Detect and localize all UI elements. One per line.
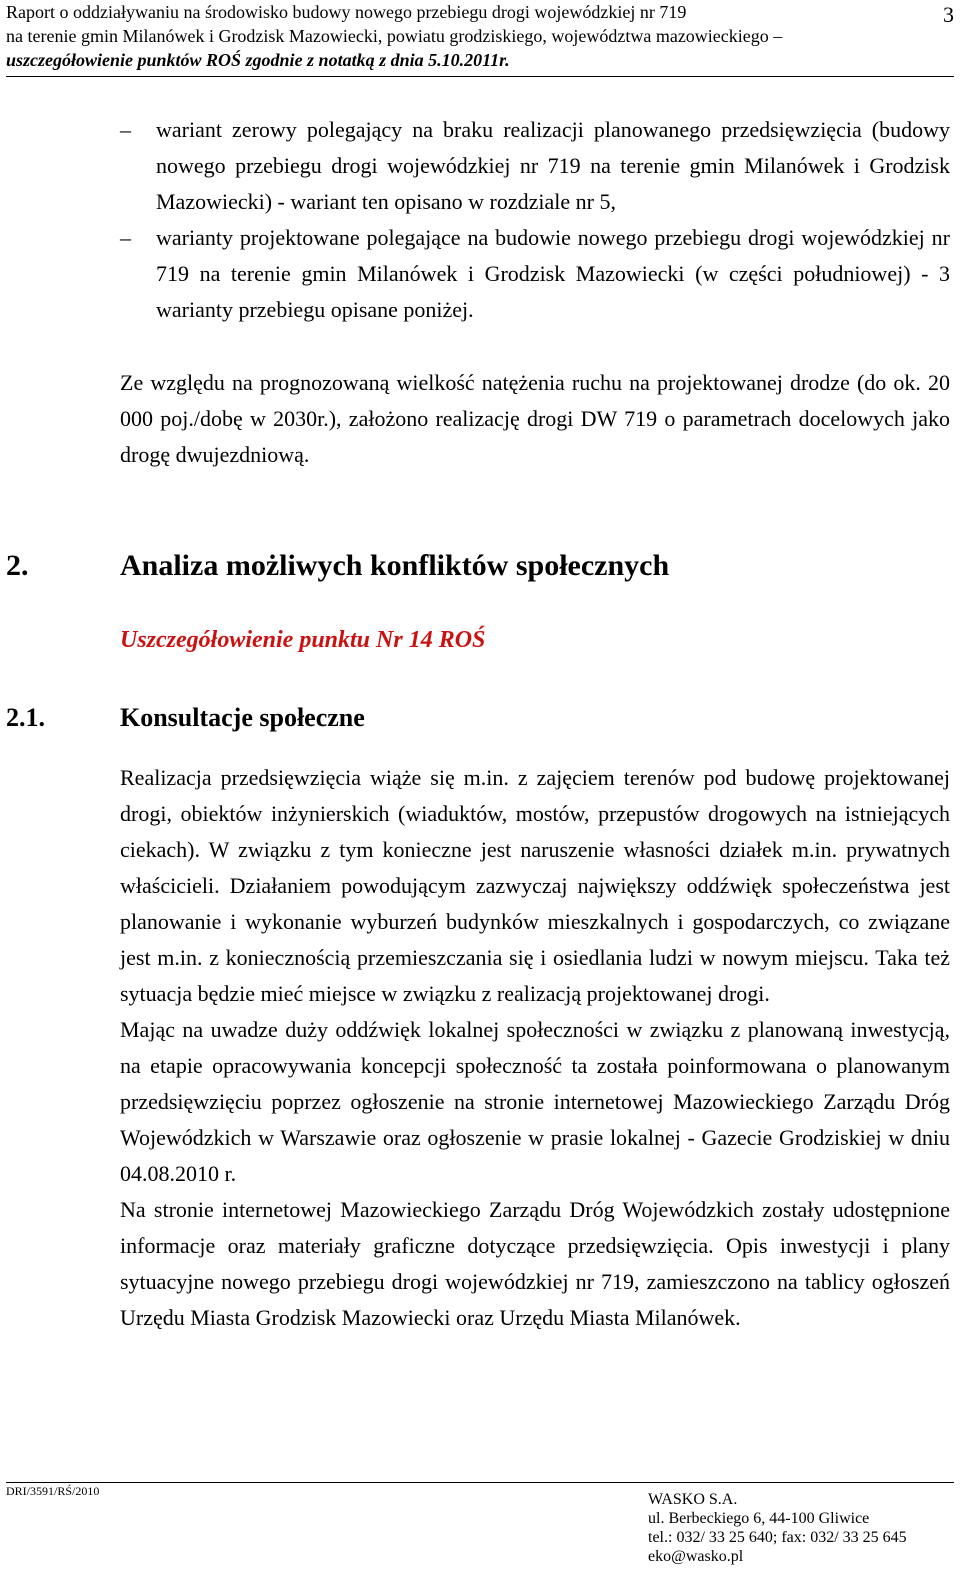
body-paragraph: Na stronie internetowej Mazowieckiego Zarządu Dróg Wojewódzkich zostały udostępnione informacje oraz materiały graficzne dotyczące przedsięwzięcia. Opis inwestycji i plany sytuacyjne nowego przebiegu drogi wojewódzkiej nr 719, zamieszczono na tablicy ogłoszeń Urzędu Miasta Grodzisk Mazowiecki oraz Urzędu Miasta Milanówek.	[120, 1197, 950, 1330]
page-number: 3	[943, 2, 954, 27]
company-info	[648, 1490, 907, 1566]
subsection-number: 2.1.	[6, 703, 45, 732]
footer-rule	[6, 1482, 954, 1483]
body-paragraph: Mając na uwadze duży oddźwięk lokalnej społeczności w związku z planowaną inwestycją, na etapie opracowywania koncepcji społeczność ta została poinformowana o planowanym przedsięwzięciu poprzez ogłoszenie na stronie internetowej Mazowieckiego Zarządu Dróg Wojewódzkich w Warszawie oraz ogłoszenie w prasie lokalnej - Gazecie Grodziskiej w dniu 04.08.2010 r.	[120, 1017, 950, 1186]
header-line-1: Raport o oddziaływaniu na środowisko budowy nowego przebiegu drogi wojewódzkiej nr 719	[6, 2, 687, 22]
document-code: DRI/3591/RŚ/2010	[6, 1484, 100, 1498]
bullet-text: warianty projektowane polegające na budowie nowego przebiegu drogi wojewódzkiej nr 719 na terenie gmin Milanówek i Grodzisk Mazowiecki (w części południowej) - 3 warianty przebiegu opisane poniżej.	[156, 225, 950, 322]
subsection-title: Konsultacje społeczne	[120, 703, 365, 732]
company-phone: tel.: 032/ 33 25 640; fax: 032/ 33 25 645	[648, 1529, 907, 1546]
company-name: WASKO S.A.	[648, 1491, 738, 1508]
intro-paragraph: Ze względu na prognozowaną wielkość natężenia ruchu na projektowanej drodze (do ok. 20 000 poj./dobę w 2030r.), założono realizację drogi DW 719 o parametrach docelowych jako drogę dwujezdniową.	[120, 370, 950, 467]
bullet-item	[120, 220, 950, 328]
section-title: Analiza możliwych konfliktów społecznych	[120, 549, 670, 582]
company-address: ul. Berbeckiego 6, 44-100 Gliwice	[648, 1510, 870, 1527]
bullet-text: wariant zerowy polegający na braku realizacji planowanego przedsięwzięcia (budowy nowego przebiegu drogi wojewódzkiej nr 719 na terenie gmin Milanówek i Grodzisk Mazowiecki) - wariant ten opisano w rozdziale nr 5,	[156, 117, 950, 214]
section-number: 2.	[6, 549, 29, 582]
company-email: eko@wasko.pl	[648, 1548, 744, 1565]
page-header	[6, 0, 950, 72]
dash-marker: –	[120, 225, 131, 250]
body-paragraph: Realizacja przedsięwzięcia wiąże się m.in. z zajęciem terenów pod budowę projektowanej drogi, obiektów inżynierskich (wiaduktów, mostów, przepustów drogowych na istniejących ciekach). W związku z tym konieczne jest naruszenie własności działek m.in. prywatnych właścicieli. Działaniem powodującym zazwyczaj największy oddźwięk społeczeństwa jest planowanie i wykonanie wyburzeń budynków mieszkalnych i gospodarczych, co związane jest m.in. z koniecznością przemieszczania się i osiedlania ludzi w nowym miejscu. Taka też sytuacja będzie mieć miejsce w związku z realizacją projektowanej drogi.	[120, 765, 950, 1006]
body-text	[120, 760, 950, 1336]
header-line-3: uszczegółowienie punktów ROŚ zgodnie z notatką z dnia 5.10.2011r.	[6, 50, 510, 70]
section-subtitle: Uszczegółowienie punktu Nr 14 ROŚ	[120, 627, 486, 653]
section-heading	[6, 546, 669, 586]
header-rule	[6, 76, 954, 77]
dash-marker: –	[120, 117, 131, 142]
header-line-2: na terenie gmin Milanówek i Grodzisk Mazowiecki, powiatu grodziskiego, województwa mazowieckiego –	[6, 26, 783, 46]
subsection-heading	[6, 700, 365, 736]
bullet-item	[120, 112, 950, 220]
